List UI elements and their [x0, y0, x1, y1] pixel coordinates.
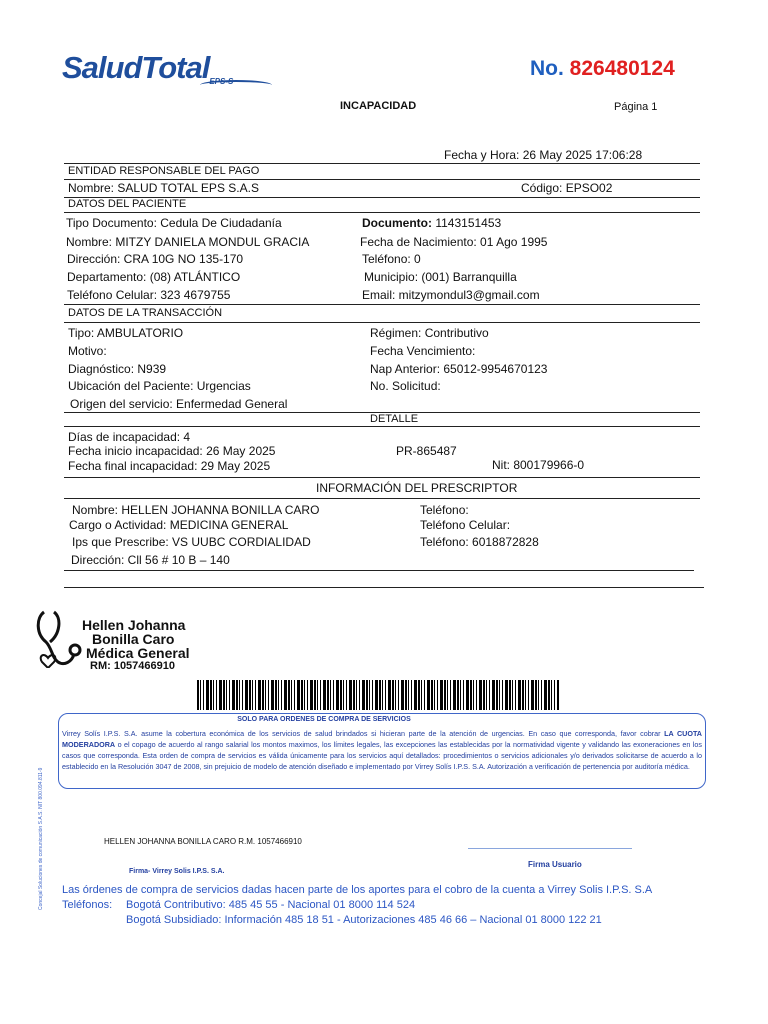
transaction-due: Fecha Vencimiento: [370, 344, 476, 358]
patient-phone: Teléfono: 0 [362, 252, 421, 266]
transaction-section-title: DATOS DE LA TRANSACCIÓN [68, 307, 223, 319]
detail-pr: PR-865487 [396, 444, 457, 458]
patient-address: Dirección: CRA 10G NO 135-170 [67, 252, 244, 266]
prescriber-role: Cargo o Actividad: MEDICINA GENERAL [69, 518, 289, 532]
stamp-line2: Bonilla Caro [92, 631, 175, 647]
patient-birth: Fecha de Nacimiento: 01 Ago 1995 [360, 235, 548, 249]
page-number: Página 1 [614, 101, 658, 113]
prescriber-address: Dirección: Cll 56 # 10 B – 140 [71, 553, 230, 567]
patient-department: Departamento: (08) ATLÁNTICO [67, 270, 241, 284]
logo-text: SaludTotal [62, 50, 210, 85]
payer-name: Nombre: SALUD TOTAL EPS S.A.S [68, 181, 259, 195]
salud-total-logo [62, 50, 233, 86]
detail-nit: Nit: 800179966-0 [492, 458, 585, 472]
footer-line1: Las órdenes de compra de servicios dadas hacen parte de los aportes para el cobro de la cuenta a Virrey Solis I.P.S. S.A [62, 884, 653, 896]
notice-text [62, 728, 702, 772]
logo-swoosh [200, 80, 272, 90]
signoff-ips: Firma- Virrey Solis I.P.S. S.A. [129, 868, 225, 875]
transaction-origin: Origen del servicio: Enfermedad General [70, 397, 288, 411]
order-number-label: No. [530, 57, 564, 80]
transaction-request: No. Solicitud: [370, 379, 441, 393]
prescriber-section-title: INFORMACIÓN DEL PRESCRIPTOR [316, 481, 518, 495]
transaction-regime: Régimen: Contributivo [370, 326, 489, 340]
detail-days: Días de incapacidad: 4 [68, 430, 191, 444]
patient-city: Municipio: (001) Barranquilla [364, 270, 517, 284]
notice-text-b: o el copago de acuerdo al rango salarial los montos maximos, los límites legales, las excepciones las establecidas por la normatividad vigente y validando las exoneraciones en los casos que corresponda. Esta orden de compra de servicios es válida únicamente para los servicios aquí detallados: procedimientos o servicios adicionales y/o derivados solicitarse de acuerdo a lo establecido en la Resolución 3047 de 2008, sin prejuicio de modelo de atención diseñado e implementado por Virrey Solís I.P.S. S.A. Autorización a verificación de pertenencia por auditoría médica. [62, 740, 702, 771]
patient-section-title: DATOS DEL PACIENTE [68, 198, 187, 210]
order-number [530, 57, 675, 81]
signoff-doctor: HELLEN JOHANNA BONILLA CARO R.M. 1057466910 [104, 837, 302, 846]
notice-title: SOLO PARA ORDENES DE COMPRA DE SERVICIOS [237, 716, 411, 723]
transaction-type: Tipo: AMBULATORIO [68, 326, 184, 340]
document-title: INCAPACIDAD [340, 100, 417, 112]
patient-cell: Teléfono Celular: 323 4679755 [67, 288, 231, 302]
footer-line2: Bogotá Contributivo: 485 45 55 - Nacional 01 8000 114 524 [126, 899, 416, 911]
signoff-user: Firma Usuario [528, 860, 582, 869]
transaction-location: Ubicación del Paciente: Urgencias [68, 379, 251, 393]
side-vertical-text: Concejal Soluciones de comunicación S.A.S. NIT 800.094.811-9 [38, 767, 44, 910]
patient-doc-value: 1143151453 [435, 216, 502, 230]
barcode [197, 680, 559, 710]
prescriber-phone2: Teléfono: 6018872828 [420, 535, 539, 549]
issue-datetime: Fecha y Hora: 26 May 2025 17:06:28 [444, 148, 643, 162]
detail-section-title: DETALLE [370, 413, 419, 425]
payer-section-title: ENTIDAD RESPONSABLE DEL PAGO [68, 165, 260, 177]
detail-start: Fecha inicio incapacidad: 26 May 2025 [68, 444, 276, 458]
transaction-diagnosis: Diagnóstico: N939 [68, 362, 167, 376]
prescriber-name: Nombre: HELLEN JOHANNA BONILLA CARO [72, 503, 320, 517]
prescriber-cell: Teléfono Celular: [420, 518, 511, 532]
stethoscope-icon [34, 608, 84, 668]
order-number-value: 826480124 [569, 57, 675, 80]
patient-doc-label: Documento: [362, 216, 432, 230]
notice-text-bold: LA CUOTA MODERADORA [62, 729, 702, 749]
payer-code: Código: EPSO02 [521, 181, 613, 195]
transaction-reason: Motivo: [68, 344, 107, 358]
patient-name: Nombre: MITZY DANIELA MONDUL GRACIA [66, 235, 310, 249]
stamp-line4: RM: 1057466910 [90, 660, 176, 672]
logo-suffix: EPS-S [209, 77, 234, 86]
stamp-line1: Hellen Johanna [82, 617, 186, 633]
stamp-line3: Médica General [86, 645, 190, 661]
transaction-nap: Nap Anterior: 65012-9954670123 [370, 362, 548, 376]
patient-document [362, 216, 501, 230]
detail-end: Fecha final incapacidad: 29 May 2025 [68, 459, 271, 473]
footer-line3: Bogotá Subsidiado: Información 485 18 51 - Autorizaciones 485 46 66 – Nacional 01 8000 122 21 [126, 914, 602, 926]
footer-phones-label: Teléfonos: [62, 899, 113, 911]
patient-email: Email: mitzymondul3@gmail.com [362, 288, 540, 302]
prescriber-ips: Ips que Prescribe: VS UUBC CORDIALIDAD [72, 535, 311, 549]
notice-text-a: Virrey Solís I.P.S. S.A. asume la cobertura económica de los servicios de salud brindados si hicieran parte de la atención de urgencias. En caso que corresponda, favor cobrar [62, 729, 661, 738]
prescriber-phone: Teléfono: [420, 503, 469, 517]
patient-doc-type: Tipo Documento: Cedula De Ciudadanía [66, 216, 282, 230]
